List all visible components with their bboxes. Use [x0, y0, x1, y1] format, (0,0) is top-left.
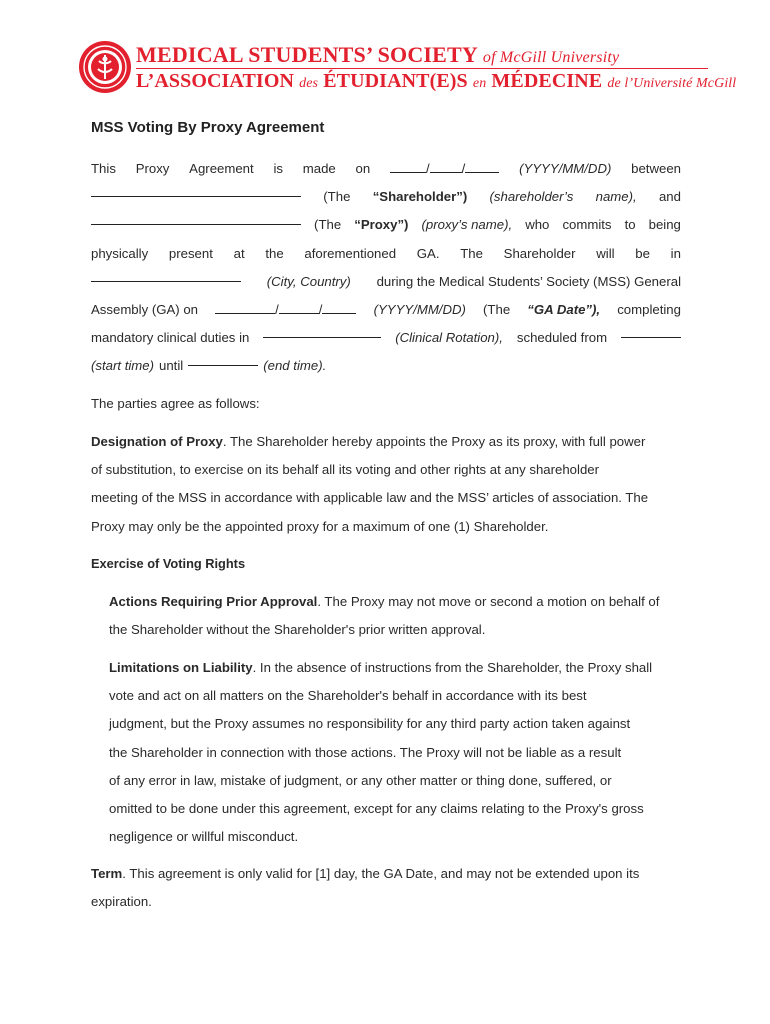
intro-line-7 [91, 324, 681, 352]
word: This [91, 161, 116, 176]
term-line-2: expiration. [91, 894, 152, 910]
word: will [596, 245, 615, 261]
word: is [273, 161, 283, 176]
city-country-field[interactable] [91, 268, 241, 282]
word: (The [314, 217, 342, 233]
document-title: MSS Voting By Proxy Agreement [91, 119, 325, 136]
word: in [670, 245, 681, 261]
hint: (Clinical Rotation), [395, 330, 503, 346]
designation-line-1 [91, 428, 681, 456]
slash: / [461, 161, 466, 176]
proxy-name-field[interactable] [91, 211, 301, 225]
mss-seal-icon [78, 40, 132, 94]
word: GA. [416, 245, 440, 261]
limitations-line-3: judgment, but the Proxy assumes no responsibility for any third party action taken against [109, 716, 631, 732]
word: physically [91, 245, 149, 261]
agreement-date-field[interactable] [390, 155, 499, 183]
word: Agreement [189, 161, 254, 176]
text: mandatory clinical duties in [91, 330, 250, 346]
exercise-heading: Exercise of Voting Rights [91, 556, 246, 571]
word: completing [617, 302, 681, 318]
word: and [658, 189, 681, 205]
designation-line-2: of substitution, to exercise on its behalf all its voting and other rights at any shareholder [91, 462, 600, 478]
limitations-line-2: vote and act on all matters on the Shareholder's behalf in accordance with its best [109, 688, 587, 704]
hint: (end time). [263, 358, 327, 374]
word: aforementioned [304, 245, 397, 261]
letterhead-line-french [136, 70, 736, 93]
word: made [302, 161, 336, 176]
start-time-field[interactable] [621, 324, 681, 338]
word: present [168, 245, 213, 261]
limitations-line-4: the Shareholder in connection with those actions. The Proxy will not be liable as a result [109, 744, 622, 760]
word: be [635, 245, 650, 261]
word: to [624, 217, 636, 233]
fr-word: des [299, 76, 319, 91]
limitations-line-7: negligence or willful misconduct. [109, 829, 299, 845]
slash: / [425, 161, 430, 176]
agree-line: The parties agree as follows: [91, 396, 260, 411]
end-time-field[interactable] [188, 352, 258, 366]
intro-line-4 [91, 240, 681, 268]
slash: / [318, 302, 323, 318]
section-heading: Designation of Proxy [91, 434, 223, 449]
word: being [648, 217, 681, 233]
hint: (proxy’s name), [421, 217, 513, 233]
hint: (shareholder’s [489, 189, 574, 205]
text: . This agreement is only valid for [1] day, the GA Date, and may not be extended upon its [122, 866, 640, 881]
designation-section [91, 428, 681, 541]
word: (The [483, 302, 511, 318]
text: . In the absence of instructions from the Shareholder, the Proxy shall [252, 660, 653, 675]
term-line-1 [91, 860, 681, 888]
fr-word: L’ASSOCIATION [136, 70, 295, 92]
intro-line-3 [91, 211, 681, 239]
word: Shareholder [503, 245, 576, 261]
section-heading: Term [91, 866, 123, 881]
section-heading: Limitations on Liability [109, 660, 253, 675]
shareholder-term: “Shareholder”) [372, 189, 468, 205]
date-format-hint: (YYYY/MM/DD) [373, 302, 466, 318]
word: until [159, 358, 184, 374]
ga-date-term: “GA Date”), [527, 302, 601, 318]
designation-line-3: meeting of the MSS in accordance with applicable law and the MSS’ articles of association. The [91, 490, 649, 506]
intro-paragraph [91, 155, 681, 381]
intro-line-1 [91, 155, 681, 183]
actions-line-2: the Shareholder without the Shareholder's prior written approval. [109, 622, 486, 638]
fr-word: de l’Université McGill [607, 76, 737, 91]
text: during the Medical Students’ Society (MSS) General [376, 273, 681, 289]
limitations-line-1 [109, 654, 681, 682]
proxy-term: “Proxy”) [354, 217, 409, 233]
word: commits [562, 217, 612, 233]
word: at [233, 245, 245, 261]
term-section [91, 860, 681, 916]
section-heading: Actions Requiring Prior Approval [109, 594, 318, 609]
letterhead-line-english [136, 42, 619, 68]
text: scheduled from [516, 330, 608, 346]
word: the [265, 245, 284, 261]
intro-line-5 [91, 268, 681, 296]
fr-word: ÉTUDIANT(E)S [323, 70, 468, 92]
limitations-line-5: of any error in law, mistake of judgment, or any other matter or thing done, suffered, or [109, 772, 612, 788]
date-format-hint: (YYYY/MM/DD) [519, 161, 612, 176]
word: who [525, 217, 550, 233]
ga-date-field[interactable] [215, 296, 356, 324]
actions-section [109, 588, 681, 644]
designation-line-4: Proxy may only be the appointed proxy for a maximum of one (1) Shareholder. [91, 518, 549, 534]
word: on [355, 161, 371, 176]
society-name-en: MEDICAL STUDENTS’ SOCIETY [136, 42, 478, 67]
word: (The [323, 189, 351, 205]
hint: name), [595, 189, 637, 205]
intro-line-6 [91, 296, 681, 324]
text: . The Shareholder hereby appoints the Proxy as its proxy, with full power [222, 434, 646, 449]
intro-line-2 [91, 183, 681, 211]
letterhead-rule [136, 68, 708, 69]
hint: (City, Country) [266, 273, 351, 289]
limitations-section [109, 654, 681, 851]
actions-line-1 [109, 588, 681, 616]
clinical-rotation-field[interactable] [263, 324, 381, 338]
word: The [460, 245, 483, 261]
intro-line-8 [91, 352, 681, 380]
shareholder-name-field[interactable] [91, 183, 301, 197]
fr-word: en [472, 76, 487, 91]
university-name-en: of McGill University [482, 49, 620, 66]
slash: / [275, 302, 279, 318]
fr-word: MÉDECINE [491, 70, 603, 92]
text: Assembly (GA) on [91, 302, 198, 318]
word: between [631, 161, 681, 176]
letterhead [78, 38, 737, 100]
limitations-line-6: omitted to be done under this agreement, except for any claims relating to the Proxy's gross [109, 801, 644, 817]
word: Proxy [135, 161, 170, 176]
text: . The Proxy may not move or second a motion on behalf of [317, 594, 660, 609]
hint: (start time) [91, 358, 155, 374]
